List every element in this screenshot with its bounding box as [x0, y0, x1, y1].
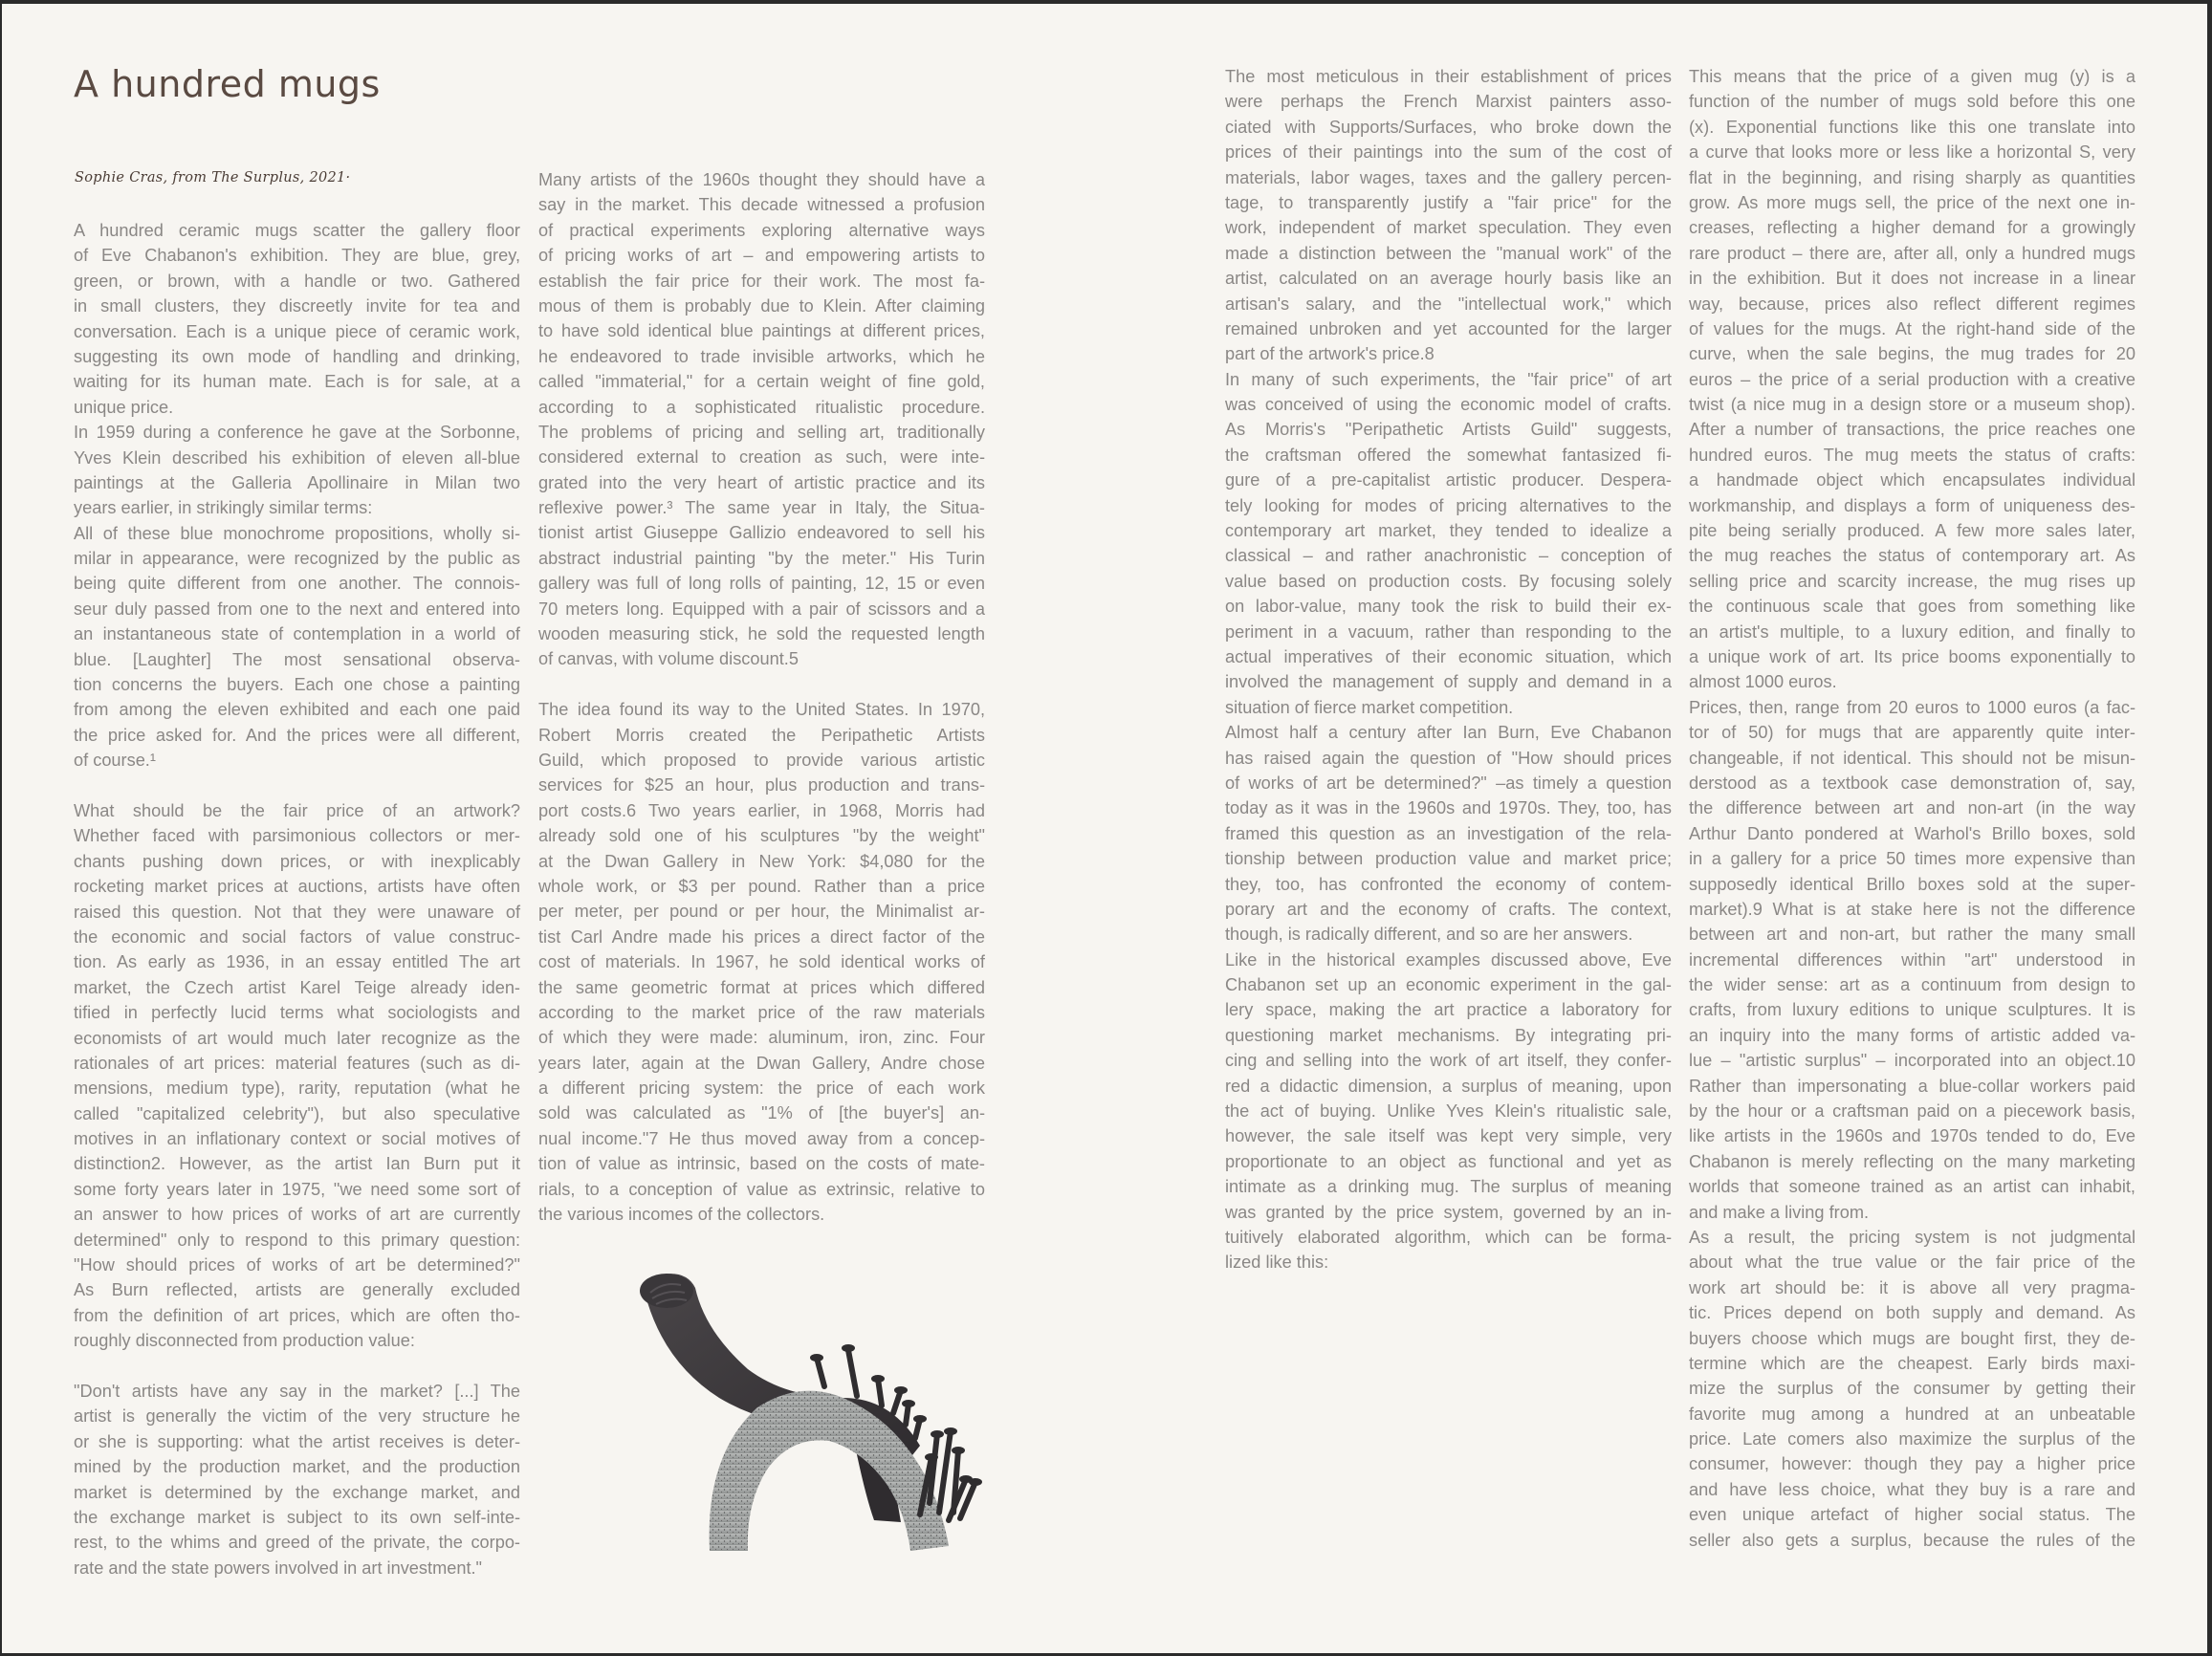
- text-line: of which they were made: aluminum, iron, zinc. Four: [538, 1028, 985, 1048]
- text-line: rocketing market prices at auctions, artists have often: [74, 877, 520, 897]
- text-line: Yves Klein described his exhibition of eleven all-blue: [74, 447, 520, 468]
- text-line: from the definition of art prices, which are often tho-: [74, 1305, 520, 1325]
- text-line: on labor-value, many took the risk to build their ex-: [1225, 597, 1672, 617]
- ceramic-sculpture-image: [614, 1264, 992, 1575]
- text-line: waiting for its human mate. Each is for sale, at a: [74, 372, 520, 392]
- text-line: of practical experiments exploring alternative ways: [538, 220, 985, 240]
- text-line: port costs.6 Two years earlier, in 1968, Morris had: [538, 800, 985, 820]
- text-line: Whether faced with parsimonious collectors or mer-: [74, 826, 520, 846]
- text-line: In many of such experiments, the "fair price" of art: [1225, 369, 1672, 389]
- text-line: involved the management of supply and demand in a: [1225, 672, 1672, 692]
- text-line: mize the surplus of the consumer by getting their: [1689, 1379, 2135, 1399]
- text-line: the act of buying. Unlike Yves Klein's ritualistic sale,: [1225, 1101, 1672, 1122]
- text-line: they, too, has confronted the economy of contem-: [1225, 874, 1672, 894]
- text-line: As a result, the pricing system is not judgmental: [1689, 1227, 2135, 1247]
- text-line: creases, reflecting a higher demand for a growingly: [1689, 218, 2135, 238]
- text-line: conversation. Each is a unique piece of ceramic work,: [74, 321, 520, 341]
- text-line: the economic and social factors of value construc-: [74, 926, 520, 947]
- text-line: called "capitalized celebrity"), but also speculative: [74, 1103, 520, 1123]
- text-line: seller also gets a surplus, because the rules of the: [1689, 1530, 2135, 1550]
- text-line: consumer, however: though they pay a higher price: [1689, 1454, 2135, 1474]
- text-line: the price asked for. And the prices were all different,: [74, 725, 520, 745]
- text-line: rest, to the whims and greed of the private, the corpo-: [74, 1533, 520, 1553]
- text-line: Robert Morris created the Peripathetic Artists: [538, 725, 985, 745]
- text-line: tionist artist Giuseppe Gallizio endeavored to sell his: [538, 523, 985, 543]
- text-line: being quite different from one another. The connois-: [74, 574, 520, 594]
- text-line: incremental differences within "art" understood in: [1689, 949, 2135, 970]
- text-line: mensions, medium type), rarity, reputation (what he: [74, 1079, 520, 1099]
- text-line: materials, labor wages, taxes and the gallery percen-: [1225, 167, 1672, 187]
- text-line: Many artists of the 1960s thought they should have a: [538, 170, 985, 189]
- text-line: almost 1000 euros.: [1689, 672, 1837, 692]
- text-line: of values for the mugs. At the right-hand side of the: [1689, 318, 2135, 338]
- text-line: workmanship, and displays a form of uniqueness des-: [1689, 495, 2135, 515]
- paragraph: [538, 697, 985, 1227]
- paragraph: [1225, 948, 1672, 1275]
- text-line: tuitively elaborated algorithm, which can be forma-: [1225, 1227, 1672, 1247]
- text-line: motives in an inflationary context or social motives of: [74, 1129, 520, 1149]
- text-line: artisan's salary, and the "intellectual work," which: [1225, 294, 1672, 314]
- text-line: "Don't artists have any say in the market? [...] The: [74, 1381, 520, 1401]
- text-line: reflexive power.³ The same year in Italy, the Situa-: [538, 498, 985, 518]
- paragraph: [74, 521, 520, 774]
- text-line: termine which are the cheapest. Early birds maxi-: [1689, 1353, 2135, 1373]
- text-line: Prices, then, range from 20 euros to 1000 euros (a fac-: [1689, 697, 2135, 717]
- text-line: unique price.: [74, 397, 174, 417]
- text-column-2: [538, 167, 985, 1227]
- text-line: mined by the production market, and the production: [74, 1457, 520, 1477]
- text-line: Like in the historical examples discussed above, Eve: [1225, 949, 1672, 970]
- text-line: today as it was in the 1960s and 1970s. They, too, has: [1225, 798, 1672, 818]
- text-line: a unique work of art. Its price booms exponentially to: [1689, 646, 2135, 666]
- text-line: favorite mug among a hundred at an unbeatable: [1689, 1404, 2135, 1424]
- text-line: The idea found its way to the United States. In 1970,: [538, 700, 985, 720]
- text-line: contemporary art market, they tended to idealize a: [1225, 521, 1672, 541]
- text-line: lue – "artistic surplus" – incorporated into an object.10: [1689, 1051, 2135, 1071]
- text-line: cing and selling into the work of art itself, they confer-: [1225, 1051, 1672, 1071]
- text-line: buyers choose which mugs are bought first, they de-: [1689, 1328, 2135, 1348]
- text-line: blue. [Laughter] The most sensational observa-: [74, 649, 520, 669]
- text-line: tion of value as intrinsic, based on the costs of mate-: [538, 1154, 985, 1174]
- text-line: the various incomes of the collectors.: [538, 1205, 825, 1225]
- text-line: rials, to a conception of value as extrinsic, relative to: [538, 1179, 985, 1199]
- text-line: Guild, which proposed to provide various artistic: [538, 750, 985, 770]
- text-line: hundred euros. The mug meets the status of crafts:: [1689, 445, 2135, 465]
- text-line: part of the artwork's price.8: [1225, 344, 1435, 364]
- text-line: say in the market. This decade witnessed a profusion: [538, 195, 985, 215]
- paragraph: [74, 798, 520, 1354]
- text-line: Chabanon is merely reflecting on the many marketing: [1689, 1151, 2135, 1171]
- text-line: services for $25 an hour, plus production and trans-: [538, 775, 985, 795]
- paragraph: [1225, 720, 1672, 948]
- text-line: the mug reaches the status of contemporary art. As: [1689, 546, 2135, 566]
- paragraph: [538, 167, 985, 672]
- text-line: years earlier, in strikingly similar terms:: [74, 498, 373, 518]
- text-line: As Burn reflected, artists are generally excluded: [74, 1280, 520, 1300]
- text-line: like artists in the 1960s and 1970s tended to do, Eve: [1689, 1126, 2135, 1146]
- text-column-4: [1689, 64, 2135, 1553]
- text-line: were perhaps the French Marxist painters asso-: [1225, 92, 1672, 112]
- text-line: lery space, making the art practice a laboratory for: [1225, 1000, 1672, 1020]
- text-line: an inquiry into the many forms of artistic added va-: [1689, 1025, 2135, 1045]
- text-line: nual income."7 He thus moved away from a concep-: [538, 1128, 985, 1148]
- text-line: 70 meters long. Equipped with a pair of scissors and a: [538, 599, 985, 619]
- text-line: cost of materials. In 1967, he sold identical works of: [538, 952, 985, 972]
- text-line: Arthur Danto pondered at Warhol's Brillo boxes, sold: [1689, 823, 2135, 843]
- text-line: at the Dwan Gallery in New York: $4,080 for the: [538, 851, 985, 871]
- text-line: grow. As more mugs sell, the price of the next one in-: [1689, 192, 2135, 212]
- text-line: As Morris's "Peripathetic Artists Guild" suggests,: [1225, 420, 1672, 440]
- text-line: the same geometric format at prices which differed: [538, 977, 985, 997]
- text-line: classical – and rather anachronistic – conception of: [1225, 546, 1672, 566]
- text-line: an instantaneous state of contemplation in a world of: [74, 624, 520, 644]
- text-line: prices of their paintings into the sum of the cost of: [1225, 142, 1672, 163]
- text-line: After a number of transactions, the price reaches one: [1689, 420, 2135, 440]
- text-line: paintings at the Galleria Apollinaire in Milan two: [74, 472, 520, 492]
- paragraph: [74, 420, 520, 521]
- text-line: tified in perfectly lucid terms what sociologists and: [74, 1003, 520, 1023]
- text-line: gallery was full of long rolls of painting, 12, 15 or even: [538, 574, 985, 594]
- article-title: A hundred mugs: [74, 63, 381, 105]
- text-line: lized like this:: [1225, 1253, 1329, 1273]
- text-line: market, the Czech artist Karel Teige already iden-: [74, 977, 520, 997]
- text-line: he endeavored to trade invisible artworks, which he: [538, 346, 985, 366]
- text-line: work art should be: it is above all very pragma-: [1689, 1277, 2135, 1297]
- text-line: a handmade object which encapsulates individual: [1689, 470, 2135, 490]
- text-line: green, or brown, with a handle or two. Gathered: [74, 271, 520, 291]
- text-line: tic. Prices depend on both supply and demand. As: [1689, 1303, 2135, 1323]
- text-line: was granted by the price system, governed by an in-: [1225, 1202, 1672, 1222]
- text-line: rationales of art prices: material features (such as di-: [74, 1053, 520, 1073]
- text-line: A hundred ceramic mugs scatter the gallery floor: [74, 221, 520, 240]
- text-line: All of these blue monochrome propositions, wholly si-: [74, 523, 520, 543]
- text-line: rate and the state powers involved in art investment.": [74, 1558, 483, 1578]
- text-line: situation of fierce market competition.: [1225, 697, 1514, 717]
- text-line: tely looking for modes of pricing alternatives to the: [1225, 495, 1672, 515]
- text-line: Rather than impersonating a blue-collar workers paid: [1689, 1076, 2135, 1096]
- paragraph: [1225, 64, 1672, 367]
- text-line: red a didactic dimension, a surplus of meaning, upon: [1225, 1076, 1672, 1096]
- text-line: and make a living from.: [1689, 1202, 1870, 1222]
- text-line: establish the fair price for their work. The most fa-: [538, 271, 985, 291]
- text-line: suggesting its own mode of handling and drinking,: [74, 346, 520, 366]
- paragraph-gap: [74, 1354, 520, 1379]
- text-line: The most meticulous in their establishment of prices: [1225, 67, 1672, 86]
- text-line: supposedly identical Brillo boxes sold at the super-: [1689, 874, 2135, 894]
- text-line: some forty years later in 1975, "we need some sort of: [74, 1179, 520, 1199]
- text-line: wooden measuring stick, he sold the requested length: [538, 624, 985, 644]
- text-line: tage, to transparently justify a "fair price" for the: [1225, 192, 1672, 212]
- text-line: distinction2. However, as the artist Ian Burn put it: [74, 1154, 520, 1174]
- text-line: (x). Exponential functions like this one translate into: [1689, 117, 2135, 137]
- text-line: however, the sale itself was kept very simple, very: [1225, 1126, 1672, 1146]
- text-line: gure of a pre-capitalist artistic producer. Despera-: [1225, 470, 1672, 490]
- text-line: chants pushing down prices, or with inexplicably: [74, 851, 520, 871]
- text-line: The problems of pricing and selling art, traditionally: [538, 422, 985, 442]
- text-line: and have less choice, what they buy is a rare and: [1689, 1479, 2135, 1499]
- text-line: of course.¹: [74, 751, 156, 771]
- text-line: the craftsman offered the somewhat fantasized fi-: [1225, 445, 1672, 465]
- text-line: between art and non-art, but rather the many small: [1689, 925, 2135, 945]
- text-line: proportionate to an object as functional and yet as: [1225, 1151, 1672, 1171]
- text-line: work, independent of market speculation. They even: [1225, 218, 1672, 238]
- text-line: artist, calculated on an average hourly basis like an: [1225, 269, 1672, 289]
- text-line: economists of art would much later recognize as the: [74, 1028, 520, 1048]
- text-line: market).9 What is at stake here is not the difference: [1689, 899, 2135, 919]
- text-line: tor of 50) for mugs that are apparently quite inter-: [1689, 723, 2135, 743]
- text-line: function of the number of mugs sold before this one: [1689, 92, 2135, 112]
- text-line: In 1959 during a conference he gave at the Sorbonne,: [74, 423, 520, 443]
- text-line: of pricing works of art – and empowering artists to: [538, 246, 985, 266]
- text-line: a curve that looks more or less like a horizontal S, very: [1689, 142, 2135, 163]
- text-line: curve, when the sale begins, the mug trades for 20: [1689, 344, 2135, 364]
- text-line: by the hour or a craftsman paid on a piecework basis,: [1689, 1101, 2135, 1122]
- text-line: even unique artefact of higher social status. The: [1689, 1505, 2135, 1525]
- text-line: way, because, prices also reflect different regimes: [1689, 294, 2135, 314]
- text-line: determined" only to respond to this primary question:: [74, 1230, 520, 1250]
- text-line: actual imperatives of their economic situation, which: [1225, 646, 1672, 666]
- text-column-3: [1225, 64, 1672, 1275]
- text-line: grated into the very heart of artistic practice and its: [538, 472, 985, 492]
- text-line: remained unbroken and yet accounted for the larger: [1225, 318, 1672, 338]
- text-line: considered external to creation as such, were inte-: [538, 447, 985, 468]
- text-line: artist is generally the victim of the very structure he: [74, 1406, 520, 1427]
- text-line: "How should prices of works of art be determined?": [74, 1255, 520, 1275]
- text-line: an answer to how prices of works of art are currently: [74, 1205, 520, 1225]
- text-line: though, is radically different, and so are her answers.: [1225, 925, 1633, 945]
- text-line: changeable, if not identical. This should not be misun-: [1689, 748, 2135, 768]
- text-line: Almost half a century after Ian Burn, Eve Chabanon: [1225, 723, 1672, 743]
- text-line: already sold one of his sculptures "by the weight": [538, 826, 985, 846]
- text-line: pite being serially produced. A few more sales later,: [1689, 521, 2135, 541]
- text-line: the exchange market is subject to its own self-inte-: [74, 1507, 520, 1527]
- text-line: twist (a nice mug in a design store or a museum shop).: [1689, 395, 2135, 415]
- text-line: rare product – there are, after all, only a hundred mugs: [1689, 243, 2135, 263]
- text-line: euros – the price of a serial production with a creative: [1689, 369, 2135, 389]
- text-line: What should be the fair price of an artwork?: [74, 800, 520, 820]
- text-line: value based on production costs. By focusing solely: [1225, 571, 1672, 591]
- text-line: price. Late comers also maximize the surplus of the: [1689, 1429, 2135, 1449]
- article-byline: Sophie Cras, from The Surplus, 2021·: [75, 170, 351, 185]
- text-line: intimate as a drinking mug. The surplus of meaning: [1225, 1177, 1672, 1197]
- text-line: made a distinction between the "manual work" of the: [1225, 243, 1672, 263]
- text-line: of canvas, with volume discount.5: [538, 649, 799, 669]
- text-line: questioning market mechanisms. By integrating pri-: [1225, 1025, 1672, 1045]
- paragraph: [1689, 64, 2135, 695]
- text-line: according to the market price of the raw materials: [538, 1002, 985, 1022]
- magazine-spread: [2, 4, 2207, 1653]
- text-line: Chabanon set up an economic experiment in the gal-: [1225, 975, 1672, 995]
- text-line: years later, again at the Dwan Gallery, Andre chose: [538, 1053, 985, 1073]
- paragraph: [1225, 367, 1672, 720]
- text-line: an artist's multiple, to a luxury edition, and finally to: [1689, 621, 2135, 642]
- text-line: the wider sense: art as a continuum from design to: [1689, 975, 2135, 995]
- text-line: porary art and the economy of crafts. The context,: [1225, 899, 1672, 919]
- text-line: whole work, or $3 per pound. Rather than a price: [538, 876, 985, 896]
- paragraph-gap: [538, 672, 985, 697]
- text-line: tion concerns the buyers. Each one chose a painting: [74, 675, 520, 695]
- text-line: raised this question. Not that they were unaware of: [74, 902, 520, 922]
- text-line: a different pricing system: the price of each work: [538, 1079, 985, 1099]
- text-line: was conceived of using the economic model of crafts.: [1225, 395, 1672, 415]
- text-line: tist Carl Andre made his prices a direct factor of the: [538, 926, 985, 947]
- paragraph: [1689, 695, 2135, 1225]
- text-line: selling price and scarcity increase, the mug rises up: [1689, 571, 2135, 591]
- text-line: from among the eleven exhibited and each one paid: [74, 700, 520, 720]
- text-line: periment in a vacuum, rather than responding to the: [1225, 621, 1672, 642]
- text-line: milar in appearance, were recognized by the public as: [74, 549, 520, 569]
- text-line: the difference between art and non-art (in the way: [1689, 798, 2135, 818]
- paragraph-gap: [74, 774, 520, 798]
- paragraph: [1689, 1225, 2135, 1553]
- text-line: to have sold identical blue paintings at different prices,: [538, 321, 985, 341]
- text-line: in the exhibition. But it does not increase in a linear: [1689, 269, 2135, 289]
- text-line: has raised again the question of "How should prices: [1225, 748, 1672, 768]
- text-line: called "immaterial," for a certain weight of fine gold,: [538, 372, 985, 392]
- text-line: tion. As early as 1936, in an essay entitled The art: [74, 952, 520, 972]
- text-line: of works of art be determined?" –as timely a question: [1225, 773, 1672, 793]
- text-line: about what the true value or the fair price of the: [1689, 1253, 2135, 1273]
- text-line: This means that the price of a given mug (y) is a: [1689, 67, 2135, 86]
- text-line: in a gallery for a price 50 times more expensive than: [1689, 849, 2135, 869]
- text-line: framed this question as an investigation of the rela-: [1225, 823, 1672, 843]
- text-line: mous of them is probably due to Klein. After claiming: [538, 295, 985, 316]
- text-line: ciated with Supports/Surfaces, who broke down the: [1225, 117, 1672, 137]
- text-line: crafts, from luxury editions to unique sculptures. It is: [1689, 1000, 2135, 1020]
- paragraph: [74, 218, 520, 420]
- text-line: worlds that someone trained as an artist can inhabit,: [1689, 1177, 2135, 1197]
- text-line: abstract industrial painting "by the meter." His Turin: [538, 548, 985, 568]
- text-line: derstood as a textbook case demonstration of, say,: [1689, 773, 2135, 793]
- text-line: seur duly passed from one to the next and entered into: [74, 599, 520, 619]
- text-line: the continuous scale that goes from something like: [1689, 597, 2135, 617]
- text-line: tionship between production value and market price;: [1225, 849, 1672, 869]
- sculpture-glazed-arch: [710, 1391, 949, 1551]
- text-line: of Eve Chabanon's exhibition. They are blue, grey,: [74, 246, 520, 266]
- text-line: according to a sophisticated ritualistic procedure.: [538, 397, 985, 417]
- text-line: market is determined by the exchange market, and: [74, 1482, 520, 1502]
- text-line: per meter, per pound or per hour, the Minimalist ar-: [538, 902, 985, 922]
- text-line: or she is supporting: what the artist receives is deter-: [74, 1431, 520, 1451]
- text-line: roughly disconnected from production value:: [74, 1331, 415, 1351]
- paragraph: [74, 1379, 520, 1580]
- text-line: flat in the beginning, and rising sharply as quantities: [1689, 167, 2135, 187]
- text-line: in small clusters, they discreetly invite for tea and: [74, 296, 520, 316]
- text-column-1: [74, 218, 520, 1580]
- text-line: sold was calculated as "1% of [the buyer's] an-: [538, 1103, 985, 1123]
